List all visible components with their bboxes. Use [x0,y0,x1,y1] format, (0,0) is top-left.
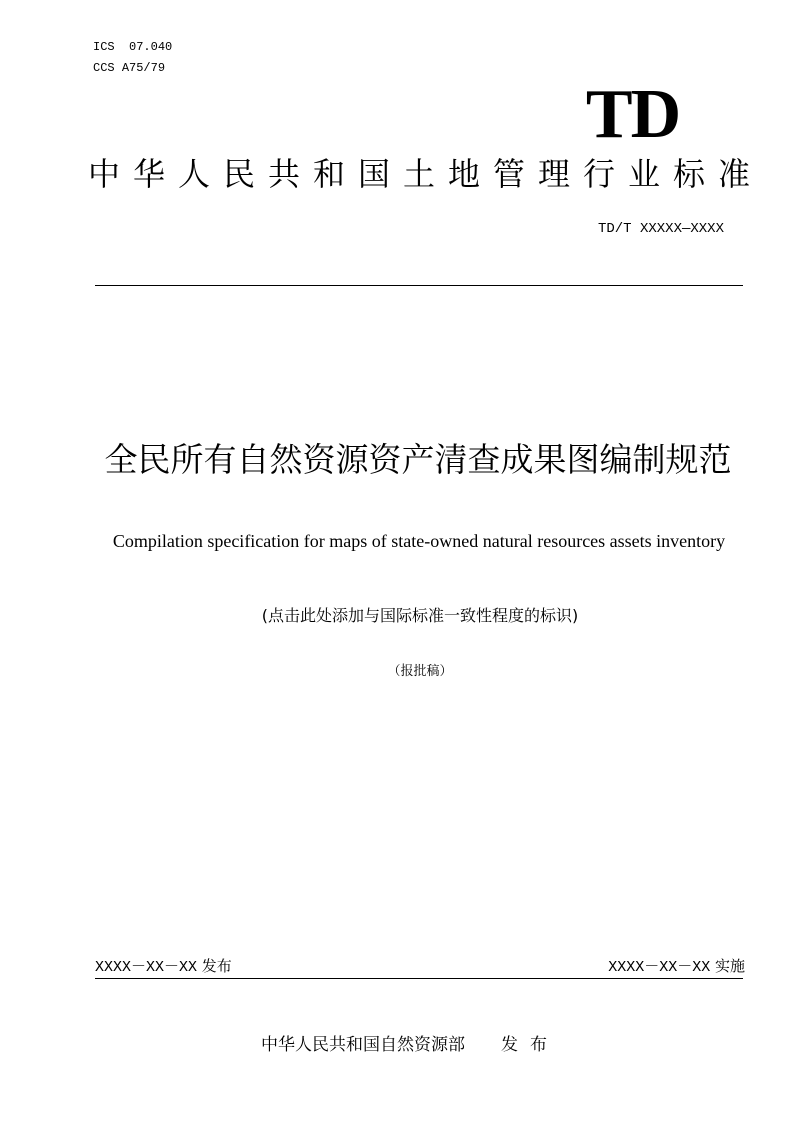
consistency-note: (点击此处添加与国际标准一致性程度的标识) [261,606,579,625]
header-divider [95,285,743,286]
footer-divider [95,978,743,979]
standard-category-heading: 中华人民共和国土地管理行业标准 [88,155,764,193]
implement-date: XXXX－XX－XX [608,959,711,976]
implement-label: 实施 [714,957,745,975]
draft-status: （报批稿） [387,664,453,679]
implement-date-line [520,956,745,978]
ics-code: 07.040 [129,40,173,54]
ccs-classification [93,60,165,76]
ccs-label: CCS [93,61,115,75]
release-date: XXXX－XX－XX [95,959,198,976]
ics-classification [93,39,172,55]
issuer-name: 中华人民共和国自然资源部 [261,1035,465,1055]
document-title-english: Compilation specification for maps of state-owned natural resources assets inventory [112,531,726,551]
release-date-line [95,956,232,978]
td-logo: TD [585,76,680,153]
release-label: 发布 [201,957,232,975]
standard-number: TD/T XXXXX—XXXX [597,221,724,237]
ccs-code: A75/79 [121,61,166,75]
ics-label: ICS [93,40,115,54]
document-title-chinese: 全民所有自然资源资产清查成果图编制规范 [104,440,732,479]
issuer-line [150,1033,670,1057]
issuer-action: 发布 [501,1035,559,1055]
